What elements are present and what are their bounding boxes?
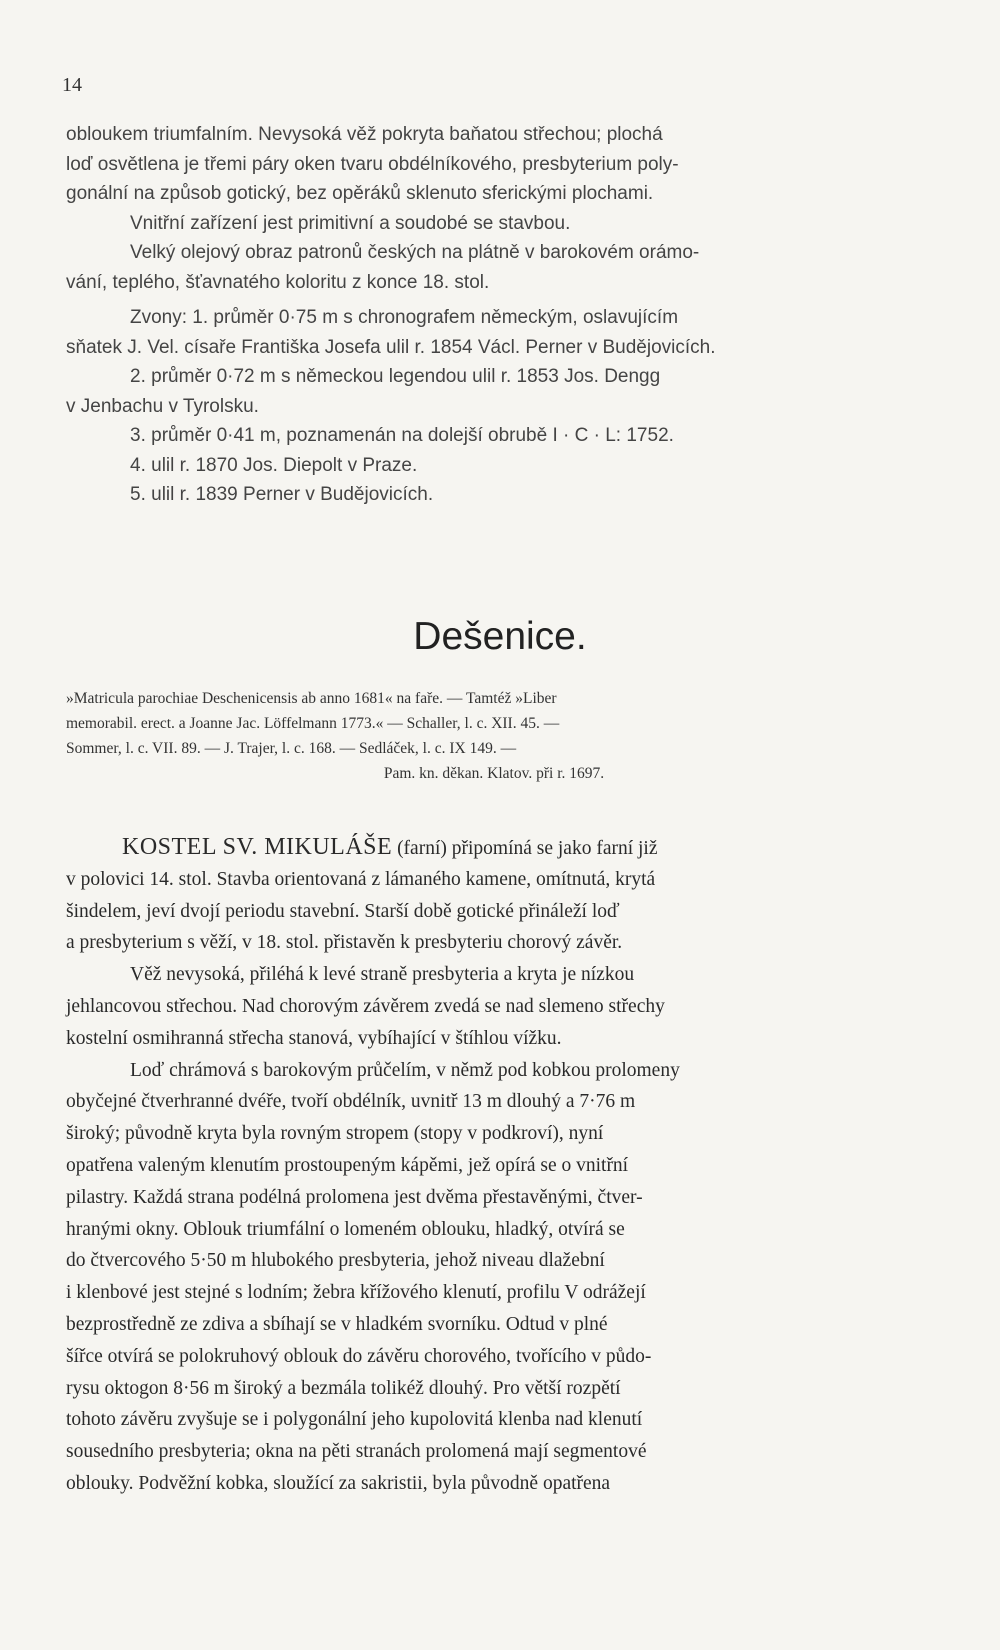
text-line: kostelní osmihranná střecha stanová, vybíhající v štíhlou vížku. bbox=[66, 1027, 562, 1049]
text-line: 2. průměr 0·72 m s německou legendou ulil r. 1853 Jos. Dengg bbox=[130, 366, 661, 387]
text-line: i klenbové jest stejné s lodním; žebra křížového klenutí, profilu V odrážejí bbox=[66, 1282, 646, 1304]
text-line: pilastry. Každá strana podélná prolomena jest dvěma přestavěnými, čtver- bbox=[66, 1186, 643, 1208]
text-line: Loď chrámová s barokovým průčelím, v němž pod kobkou prolomeny bbox=[130, 1059, 680, 1081]
text-line: Věž nevysoká, přiléhá k levé straně presbyteria a kryta je nízkou bbox=[130, 964, 635, 986]
text-line: 5. ulil r. 1839 Perner v Budějovicích. bbox=[130, 484, 434, 505]
text-line: a presbyterium s věží, v 18. stol. přistavěn k presbyteriu chorový závěr. bbox=[66, 932, 623, 954]
text-line: jehlancovou střechou. Nad chorovým závěrem zvedá se nad slemeno střechy bbox=[66, 995, 665, 1017]
source-line: Sommer, l. c. VII. 89. — J. Trajer, l. c. 168. — Sedláček, l. c. IX 149. — bbox=[66, 740, 517, 757]
text-line: v Jenbachu v Tyrolsku. bbox=[66, 395, 259, 417]
text-line: oblouky. Podvěžní kobka, sloužící za sakristii, byla původně opatřena bbox=[66, 1472, 611, 1494]
text-line: do čtvercového 5·50 m hlubokého presbyteria, jehož niveau dlažební bbox=[66, 1250, 605, 1272]
text-fragment: (farní) připomíná se jako farní již bbox=[392, 838, 658, 859]
text-line: opatřena valeným klenutím prostoupeným kápěmi, jež opírá se o vnitřní bbox=[66, 1154, 629, 1176]
source-line: memorabil. erect. a Joanne Jac. Löffelmann 1773.« — Schaller, l. c. XII. 45. — bbox=[66, 715, 560, 732]
text-line: gonální na způsob gotický, bez opěráků sklenuto sferickými plochami. bbox=[66, 183, 654, 204]
text-line: sousedního presbyteria; okna na pěti stranách prolomená mají segmentové bbox=[66, 1441, 647, 1463]
text-line: obyčejné čtverhranné dvéře, tvoří obdélník, uvnitř 13 m dlouhý a 7·76 m bbox=[66, 1091, 636, 1113]
intro-section bbox=[66, 120, 922, 510]
source-line: Pam. kn. děkan. Klatov. při r. 1697. bbox=[383, 765, 605, 782]
page-number: 14 bbox=[62, 74, 82, 96]
text-line: bezprostředně ze zdiva a sbíhají se v hladkém svorníku. Odtud v plné bbox=[66, 1313, 608, 1335]
section-heading: Dešenice. bbox=[413, 615, 587, 658]
text-line: 3. průměr 0·41 m, poznamenán na dolejší obrubě I · C · L: 1752. bbox=[130, 425, 674, 446]
text-line: rysu oktogon 8·56 m široký a bezmála tolikéž dlouhý. Pro větší rozpětí bbox=[66, 1377, 621, 1399]
text-line: šířce otvírá se polokruhový oblouk do závěru chorového, tvořícího v půdo- bbox=[66, 1345, 652, 1367]
text-line: hranými okny. Oblouk triumfální o lomeném oblouku, hladký, otvírá se bbox=[66, 1218, 625, 1240]
church-title: KOSTEL SV. MIKULÁŠE bbox=[122, 834, 393, 860]
text-line: sňatek J. Vel. císaře Františka Josefa ulil r. 1854 Václ. Perner v Budějovicích. bbox=[66, 336, 716, 358]
body-section bbox=[66, 832, 922, 1500]
text-line: v polovici 14. stol. Stavba orientovaná z lámaného kamene, omítnutá, krytá bbox=[66, 868, 656, 890]
sources-section bbox=[66, 686, 922, 786]
text-line: Velký olejový obraz patronů českých na plátně v barokovém orámo- bbox=[130, 242, 700, 263]
text-line: široký; původně kryta byla rovným stropem (stopy v podkroví), nyní bbox=[66, 1123, 604, 1145]
text-line: tohoto závěru zvyšuje se i polygonální jeho kupolovitá klenba nad klenutí bbox=[66, 1409, 643, 1431]
text-line: loď osvětlena je třemi páry oken tvaru obdélníkového, presbyterium poly- bbox=[66, 153, 679, 175]
text-line: obloukem triumfalním. Nevysoká věž pokryta baňatou střechou; plochá bbox=[66, 124, 663, 145]
text-line bbox=[66, 832, 922, 864]
text-line: vání, teplého, šťavnatého koloritu z konce 18. stol. bbox=[66, 271, 490, 293]
text-line: Zvony: 1. průměr 0·75 m s chronografem německým, oslavujícím bbox=[130, 307, 679, 328]
text-line: 4. ulil r. 1870 Jos. Diepolt v Praze. bbox=[130, 454, 418, 476]
text-line: šindelem, jeví dvojí periodu stavební. Starší době gotické přináleží loď bbox=[66, 900, 620, 922]
source-line: »Matricula parochiae Deschenicensis ab anno 1681« na faře. — Tamtéž »Liber bbox=[66, 690, 557, 707]
text-line: Vnitřní zařízení jest primitivní a soudobé se stavbou. bbox=[130, 212, 571, 234]
